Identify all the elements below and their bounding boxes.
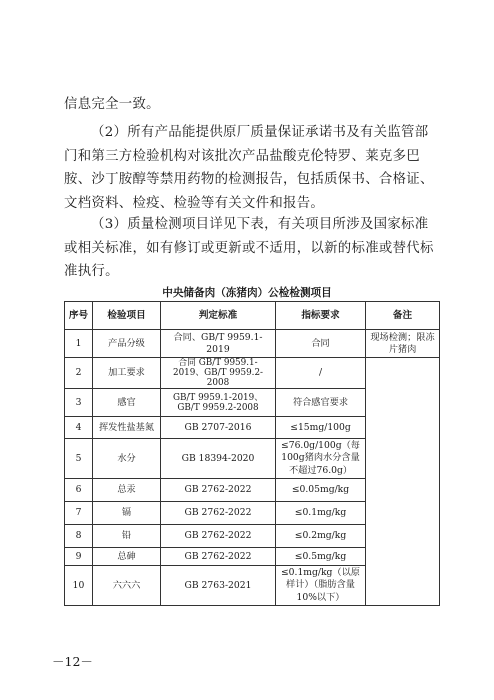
cell-item: 水分 [93, 439, 161, 479]
cell-requirement: ≤76.0g/100g（每100g猪肉水分含量不超过76.0g） [276, 439, 366, 479]
cell-item: 总汞 [93, 479, 161, 502]
cell-no: 1 [65, 330, 93, 358]
cell-requirement: ≤0.05mg/kg [276, 479, 366, 502]
table-header-row [65, 302, 440, 330]
cell-requirement: ≤0.1mg/kg [276, 502, 366, 525]
paragraph-continued: 信息完全一致。 [64, 97, 160, 112]
header-item: 检验项目 [93, 302, 161, 330]
cell-no: 8 [65, 525, 93, 548]
cell-standard: GB 2762-2022 [161, 548, 276, 566]
cell-standard: GB 18394-2020 [161, 439, 276, 479]
cell-item: 总砷 [93, 548, 161, 566]
cell-item: 六六六 [93, 566, 161, 606]
cell-standard: GB 2707-2016 [161, 417, 276, 439]
cell-standard: GB 2762-2022 [161, 479, 276, 502]
cell-item: 产品分级 [93, 330, 161, 358]
cell-standard: GB 2762-2022 [161, 502, 276, 525]
cell-no: 7 [65, 502, 93, 525]
cell-note: 现场检测；限冻片猪肉 [366, 330, 440, 358]
cell-requirement: ≤0.5mg/kg [276, 548, 366, 566]
cell-requirement: 符合感官要求 [276, 389, 366, 417]
cell-no: 2 [65, 358, 93, 389]
cell-item: 镉 [93, 502, 161, 525]
cell-no: 5 [65, 439, 93, 479]
cell-no: 3 [65, 389, 93, 417]
header-note: 备注 [366, 302, 440, 330]
cell-requirement: ≤15mg/100g [276, 417, 366, 439]
page-number: －12－ [52, 654, 93, 669]
cell-no: 6 [65, 479, 93, 502]
cell-standard: GB 2763-2021 [161, 566, 276, 606]
paragraph-2: （2）所有产品能提供原厂质量保证承诺书及有关监管部门和第三方检验机构对该批次产品盐酸克伦特罗、莱克多巴胺、沙丁胺醇等禁用药物的检测报告，包括质保书、合格证、文档资料、检疫、检验等有关文件和报告。 [64, 125, 434, 211]
cell-standard: GB 2762-2022 [161, 525, 276, 548]
cell-standard: GB/T 9959.1-2019、GB/T 9959.2-2008 [161, 389, 276, 417]
table-title: 中央储备肉（冻猪肉）公检检测项目 [162, 287, 332, 299]
cell-standard: 合同 GB/T 9959.1-2019、GB/T 9959.2-2008 [161, 358, 276, 389]
cell-requirement: ≤0.2mg/kg [276, 525, 366, 548]
header-no: 序号 [65, 302, 93, 330]
cell-standard: 合同、GB/T 9959.1-2019 [161, 330, 276, 358]
cell-requirement: ≤0.1mg/kg（以原样计）（脂肪含量10%以下） [276, 566, 366, 606]
cell-no: 10 [65, 566, 93, 606]
cell-requirement: 合同 [276, 330, 366, 358]
cell-no: 9 [65, 548, 93, 566]
cell-requirement: / [276, 358, 366, 389]
cell-no: 4 [65, 417, 93, 439]
cell-item: 加工要求 [93, 358, 161, 389]
table-row [65, 330, 440, 358]
cell-item: 铅 [93, 525, 161, 548]
cell-note-empty [366, 358, 440, 606]
inspection-table [64, 301, 440, 606]
header-standard: 判定标准 [161, 302, 276, 330]
paragraph-3: （3）质量检测项目详见下表，有关项目所涉及国家标准或相关标准，如有修订或更新或不适用，以新的标准或替代标准执行。 [64, 217, 434, 279]
cell-item: 感官 [93, 389, 161, 417]
table-row [65, 358, 440, 389]
header-requirement: 指标要求 [276, 302, 366, 330]
cell-item: 挥发性盐基氮 [93, 417, 161, 439]
